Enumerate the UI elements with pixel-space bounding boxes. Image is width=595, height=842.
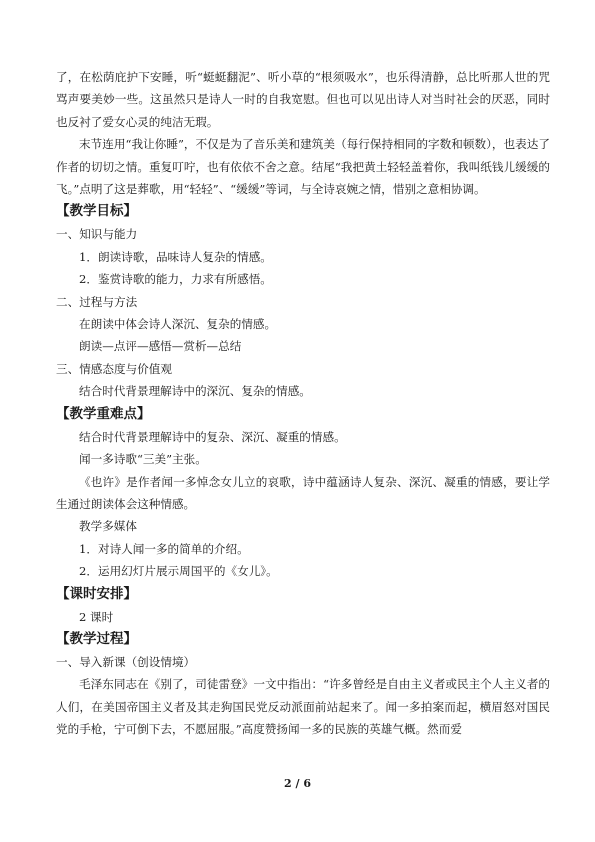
goal1-item2: 2．鉴赏诗歌的能力，力求有所感悟。 — [79, 272, 272, 287]
process-step1: 一、导入新课（创设情境） — [56, 654, 196, 669]
goal2-title: 二、过程与方法 — [56, 294, 138, 309]
goal1-title: 一、知识与能力 — [56, 227, 138, 242]
section-heading-key-points: 【教学重难点】 — [56, 405, 151, 422]
section-heading-process: 【教学过程】 — [56, 630, 137, 647]
key-line3: 《也许》是作者闻一多悼念女儿立的哀歌，诗中蕴涵诗人复杂、深沉、凝重的情感，要让学生通过朗读体会这种情感。 — [56, 474, 550, 511]
goal2-line2: 朗读—点评—感悟—赏析—总结 — [79, 339, 242, 354]
page-number: 2 / 6 — [284, 777, 311, 790]
schedule-line: 2 课时 — [79, 609, 114, 624]
process-paragraph: 毛泽东同志在《别了，司徒雷登》一文中指出：“许多曾经是自由主义者或民主个人主义者的人们，在美国帝国主义者及其走狗国民党反动派面前站起来了。闻一多拍案而起，横眉怒对国民党的手枪，宁可倒下去，不愿屈服。”高度赞扬闻一多的民族的英雄气概。然而爱 — [56, 677, 550, 737]
goal3-title: 三、情感态度与价值观 — [56, 361, 172, 376]
media-item1: 1．对诗人闻一多的简单的介绍。 — [79, 541, 249, 556]
key-line2: 闻一多诗歌“三美”主张。 — [79, 452, 207, 467]
key-line1: 结合时代背景理解诗中的复杂、深沉、凝重的情感。 — [79, 429, 346, 444]
goal3-line1: 结合时代背景理解诗中的深沉、复杂的情感。 — [79, 384, 311, 399]
section-heading-schedule: 【课时安排】 — [56, 585, 137, 602]
intro-paragraph-1: 了，在松荫庇护下安睡，听“蜓蜓翻泥”、听小草的“根须吸水”，也乐得清静，总比听那人世的咒骂声要美妙一些。这虽然只是诗人一时的自我宽慰。但也可以见出诗人对当时社会的厌恶，同时也反衬了爱女心灵的纯洁无瑕。 — [56, 70, 550, 129]
goal2-line1: 在朗读中体会诗人深沉、复杂的情感。 — [79, 317, 277, 332]
media-item2: 2．运用幻灯片展示周国平的《女儿》。 — [79, 564, 278, 579]
section-heading-goals: 【教学目标】 — [56, 203, 137, 220]
page-content — [56, 66, 550, 741]
intro-paragraph-2: 末节连用“我让你睡”，不仅是为了音乐美和建筑美（每行保持相同的字数和顿数），也表达了作者的切切之情。重复叮咛，也有依依不舍之意。结尾“我把黄土轻轻盖着你，我叫纸钱儿缓缓的飞。”点明了这是葬歌，用“轻轻”、“缓缓”等词，与全诗哀婉之情，惜别之意相协调。 — [56, 137, 550, 197]
media-title: 教学多媒体 — [79, 519, 137, 534]
goal1-item1: 1．朗读诗歌，品味诗人复杂的情感。 — [79, 249, 272, 264]
